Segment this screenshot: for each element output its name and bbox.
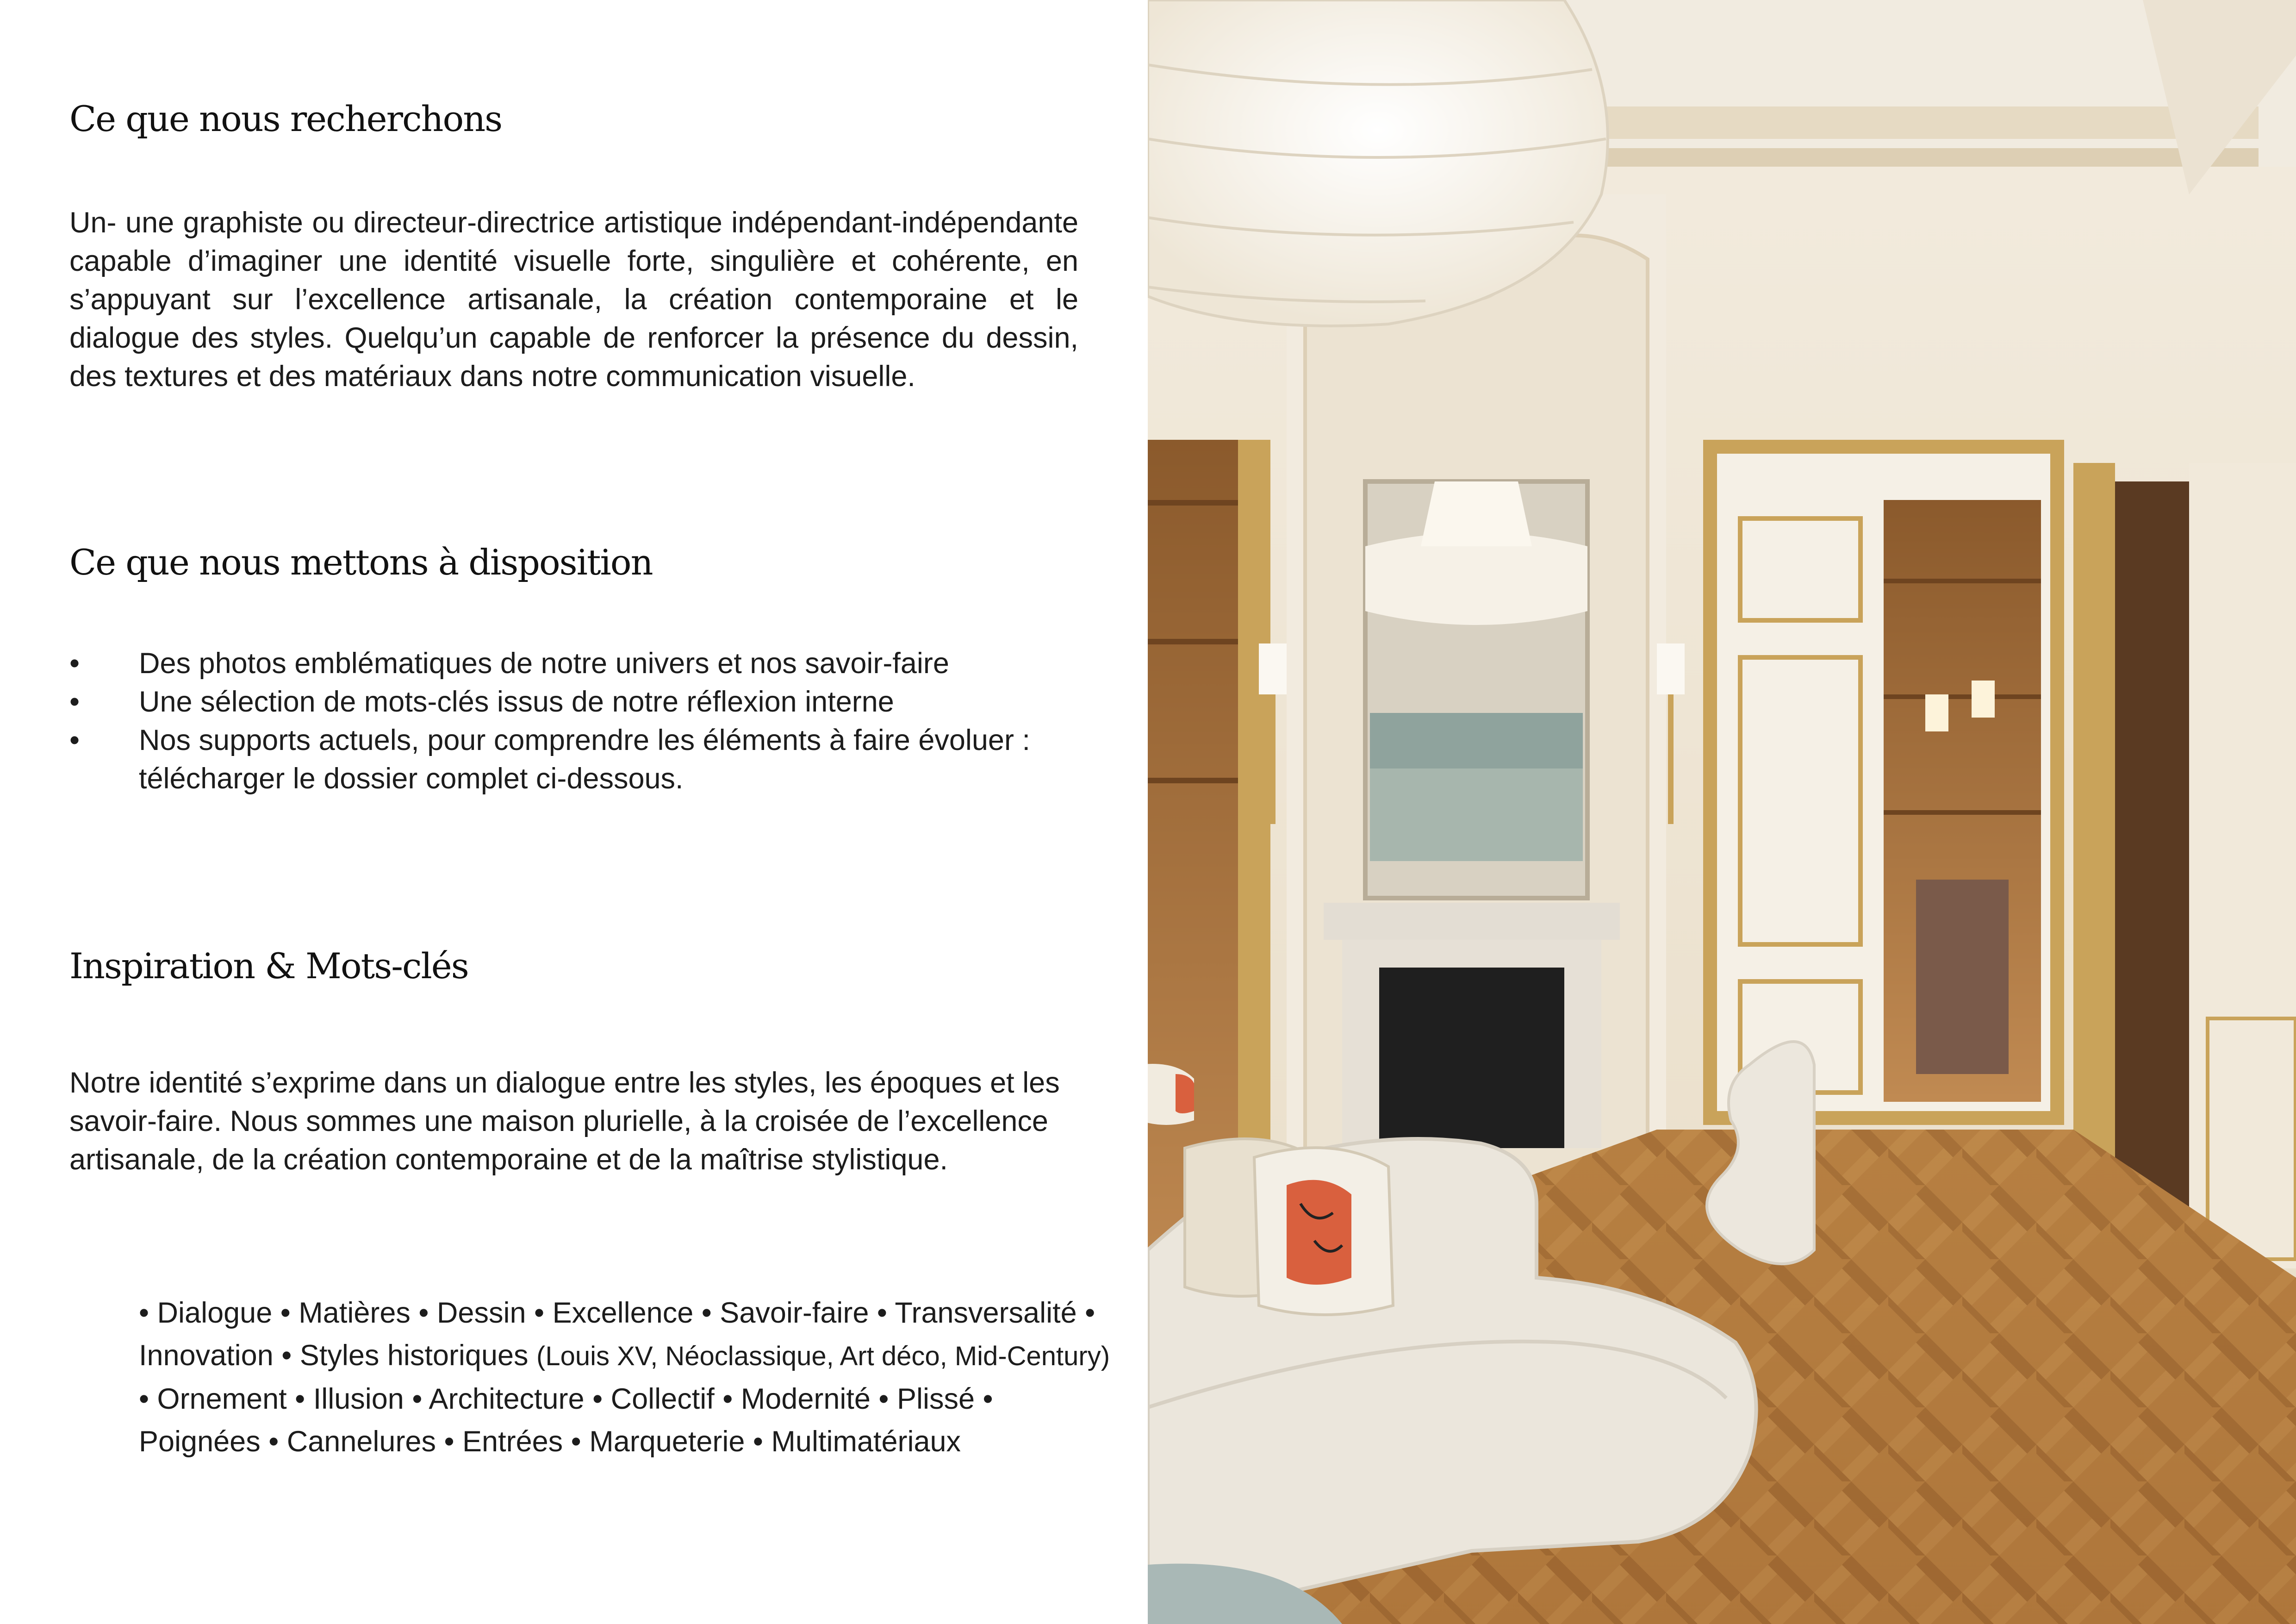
paragraph-recherchons: Un- une graphiste ou directeur-directrice artistique indépendant-indépendante capable d’imaginer une identité visuelle forte, singulière et cohérente, en s’appuyant sur l’excellence artisanale, la création contemporaine et le dialogue des styles. Quelqu’un capable de renforcer la présence du dessin, des textures et des matériaux dans notre communication visuelle. — [69, 206, 1078, 393]
keywords-list: • Dialogue • Matières • Dessin • Excellence • Savoir-faire • Transversalité • Innovation • Styles historiques (Louis XV, Néoclassique, Art déco, Mid-Century) • Ornement • Illusion • Architecture • Collectif • Modernité • Plissé • Poignées • Cannelures • Entrées • Marqueterie • Multimatériaux — [139, 1297, 1110, 1458]
list-item: • Une sélection de mots-clés issus de notre réflexion interne — [69, 683, 1106, 721]
list-item: • Des photos emblématiques de notre univers et nos savoir-faire — [69, 644, 1106, 683]
interior-illustration — [1148, 0, 2296, 1624]
interior-photo — [1148, 0, 2296, 1624]
bullet-icon: • — [69, 647, 80, 680]
bullet-icon: • — [69, 724, 80, 756]
bullet-icon: • — [69, 686, 80, 718]
list-item: • Nos supports actuels, pour comprendre les éléments à faire évoluer : télécharger le dossier complet ci-dessous. — [69, 721, 1106, 798]
heading-inspiration: Inspiration & Mots-clés — [69, 945, 468, 987]
heading-recherchons: Ce que nous recherchons — [69, 98, 502, 139]
paragraph-inspiration: Notre identité s’exprime dans un dialogue entre les styles, les époques et les savoir-faire. Nous sommes une maison plurielle, à la croisée de l’excellence artisanale, de la création contemporaine et de la maîtrise stylistique. — [69, 1067, 1060, 1176]
heading-disposition: Ce que nous mettons à disposition — [69, 542, 653, 583]
disposition-list — [69, 644, 1106, 798]
